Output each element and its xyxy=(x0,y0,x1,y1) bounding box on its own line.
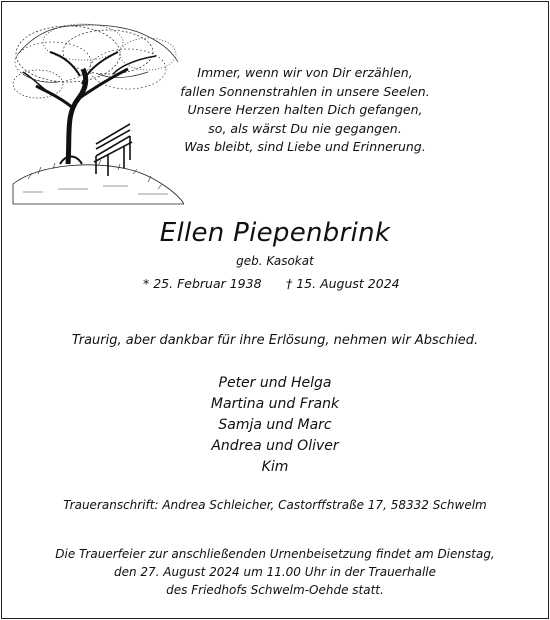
mourner: Andrea und Oliver xyxy=(211,438,339,454)
mourner: Peter und Helga xyxy=(218,375,332,391)
poem-line: Unsere Herzen halten Dich gefangen, xyxy=(187,102,423,117)
deceased-name: Ellen Piepenbrink xyxy=(159,218,391,248)
mourner: Martina und Frank xyxy=(210,396,340,412)
poem-line: fallen Sonnenstrahlen in unsere Seelen. xyxy=(180,83,430,99)
service-line: den 27. August 2024 um 11.00 Uhr in der Trauerhalle xyxy=(113,565,436,579)
poem xyxy=(170,64,440,157)
service-line: Die Trauerfeier zur anschließenden Urnenbeisetzung findet am Dienstag, xyxy=(55,547,495,561)
birth-name: geb. Kasokat xyxy=(236,254,314,268)
tree-with-bench-icon xyxy=(8,14,184,206)
poem-line: so, als wärst Du nie gegangen. xyxy=(208,120,402,136)
poem-line: Immer, wenn wir von Dir erzählen, xyxy=(197,65,413,80)
mourners-list xyxy=(0,373,550,478)
service-line: des Friedhofs Schwelm-Oehde statt. xyxy=(166,583,384,597)
mourner: Kim xyxy=(261,459,289,475)
death-date: † 15. August 2024 xyxy=(286,276,400,291)
birth-date: * 25. Februar 1938 xyxy=(143,276,262,291)
mourning-address: Traueranschrift: Andrea Schleicher, Castorffstraße 17, 58332 Schwelm xyxy=(63,498,487,512)
mourner: Samja und Marc xyxy=(218,417,332,433)
funeral-service-info xyxy=(0,545,550,599)
farewell-text: Traurig, aber dankbar für ihre Erlösung, nehmen wir Abschied. xyxy=(71,333,479,348)
poem-line: Was bleibt, sind Liebe und Erinnerung. xyxy=(184,139,426,154)
